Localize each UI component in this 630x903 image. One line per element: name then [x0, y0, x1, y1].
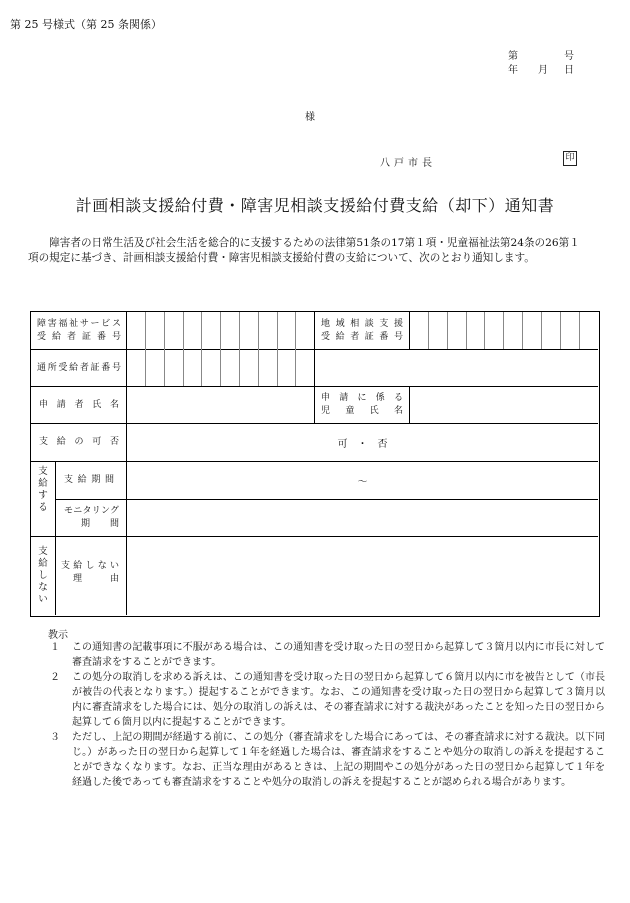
monitoring-label-2: 期間: [81, 519, 119, 529]
digit-box: [220, 349, 221, 386]
digit-box: [503, 312, 504, 349]
digit-box: [239, 349, 240, 386]
date-month: 月: [538, 65, 548, 76]
note-text: ただし、上記の期間が経過する前に、この処分（審査請求をした場合にあっては、その審査請求に対する裁決。以下同じ。）があった日の翌日から起算して１年を経過した場合は、審査請求をすることや処分の取消しの訴えを提起することができなくなります。なお、正当な理由があるときは、上記の期間やこの処分があった日の翌日から起算して１年を経過した後であっても審査請求をすることや処分の取消しの訴えを提起することが認められる場合があります。: [72, 732, 605, 788]
applicant-name-label: 申請者氏名: [39, 400, 119, 410]
approval-label: 支給の可否: [39, 437, 119, 447]
digit-box: [145, 349, 146, 386]
note-text: この通知書の記載事項に不服がある場合は、この通知書を受け取った日の翌日から起算して３箇月以内に市長に対して審査請求をすることができます。: [72, 642, 605, 668]
service-recipient-label-1: 障害福祉サービス: [37, 319, 121, 329]
digit-box: [164, 312, 165, 349]
digit-box: [183, 349, 184, 386]
regional-recipient-label-2: 受給者証番号: [321, 332, 403, 342]
form-number: 第 25 号様式（第 25 条関係）: [10, 18, 162, 31]
form-table: [30, 311, 600, 617]
digit-box: [258, 349, 259, 386]
digit-box: [201, 312, 202, 349]
date-year: 年: [508, 65, 518, 76]
period-label: 支給期間: [64, 475, 114, 485]
document-number: [508, 47, 574, 62]
regional-recipient-label-1: 地域相談支援: [321, 319, 403, 329]
child-name-label-2: 児童氏名: [321, 406, 403, 416]
row-divider: [31, 461, 598, 462]
issuer-name: 八戸市長: [380, 158, 436, 169]
group-column-divider: [55, 461, 56, 615]
page-title: 計画相談支援給付費・障害児相談支援給付費支給（却下）通知書: [75, 196, 555, 215]
period-value: ～: [357, 477, 368, 488]
digit-box: [466, 312, 467, 349]
reason-label-1: 支給しない: [61, 561, 119, 571]
doc-number-dai: 第: [508, 51, 518, 62]
digit-box: [484, 312, 485, 349]
digit-box: [560, 312, 561, 349]
notes-heading: 教示: [48, 630, 68, 641]
digit-box: [145, 312, 146, 349]
monitoring-label-1: モニタリング: [64, 506, 119, 516]
reason-label-2: 理由: [73, 574, 119, 584]
digit-box: [522, 312, 523, 349]
seal-mark: 印: [563, 151, 577, 166]
digit-box: [258, 312, 259, 349]
row-divider: [31, 536, 598, 537]
label-column-divider: [126, 312, 127, 615]
digit-box: [220, 312, 221, 349]
digit-box: [447, 312, 448, 349]
approval-value: 可 ・ 否: [337, 439, 388, 450]
digit-box: [183, 312, 184, 349]
right-label-divider-row3: [314, 386, 315, 423]
digit-box: [201, 349, 202, 386]
note-number: １: [50, 642, 60, 653]
digit-box: [541, 312, 542, 349]
digit-box: [428, 312, 429, 349]
digit-box: [295, 312, 296, 349]
digit-box: [277, 349, 278, 386]
addressee-suffix: 様: [305, 112, 315, 123]
document-date: [508, 61, 574, 76]
note-number: ３: [50, 732, 60, 743]
service-recipient-label-2: 受給者証番号: [37, 332, 121, 342]
row-divider: [31, 423, 598, 424]
note-text: この処分の取消しを求める訴えは、この通知書を受け取った日の翌日から起算して６箇月以内に市を被告として（市長が被告の代表となります。）提起することができます。なお、この通知書を受け取った日の翌日から起算して３箇月以内に審査請求をした場合には、処分の取消しの訴えは、その審査請求に対する裁決があったことを知った日の翌日から起算して６箇月以内に提起することができます。: [72, 672, 605, 728]
intro-paragraph: 障害者の日常生活及び社会生活を総合的に支援するための法律第51条の17第１項・児童福祉法第24条の26第１項の規定に基づき、計画相談支援給付費・障害児相談支援給付費の支給について、次のとおり通知します。: [28, 237, 580, 264]
digit-box: [579, 312, 580, 349]
note-number: ２: [50, 672, 60, 683]
row-divider: [55, 499, 598, 500]
pay-group-label: 支給する: [38, 466, 48, 513]
child-name-label-1: 申請に係る: [321, 393, 403, 403]
date-day: 日: [564, 65, 574, 76]
digit-box: [239, 312, 240, 349]
no-pay-group-label: 支給しない: [38, 546, 48, 605]
digit-box: [164, 349, 165, 386]
day-care-number-label: 通所受給者証番号: [37, 363, 121, 373]
right-label-divider-row3-end: [409, 386, 410, 423]
day-care-number-end: [314, 349, 315, 386]
right-label-divider-row1: [314, 312, 315, 349]
digit-box: [277, 312, 278, 349]
digit-box: [295, 349, 296, 386]
doc-number-go: 号: [564, 51, 574, 62]
right-label-divider-row1-end: [409, 312, 410, 349]
